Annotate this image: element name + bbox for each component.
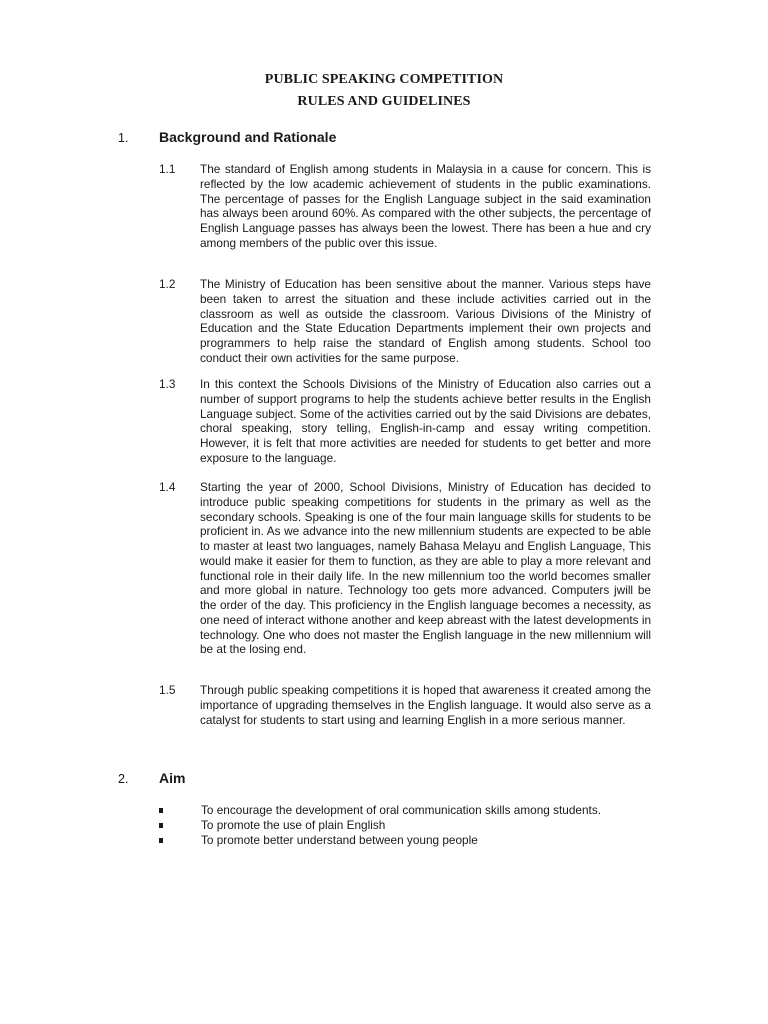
section-number: 1. <box>118 131 129 145</box>
section-heading: Aim <box>159 770 186 786</box>
section-heading: Background and Rationale <box>159 129 337 145</box>
paragraph-number: 1.4 <box>159 480 176 494</box>
document-title: PUBLIC SPEAKING COMPETITION <box>264 72 504 87</box>
paragraph <box>159 480 651 657</box>
list-item-text: To promote the use of plain English <box>201 818 386 832</box>
aim-bullet-list <box>159 803 659 848</box>
paragraph-number: 1.5 <box>159 683 176 697</box>
list-item <box>159 803 659 818</box>
bullet-icon <box>159 838 163 843</box>
paragraph-text: In this context the Schools Divisions of the Ministry of Education also carries out a number of support programs to help the students achieve better results in the English Language subject. Some of the activities carried out by the said Divisions are debates, choral speaking, story telling, English-in-camp and essay writing competition. However, it is felt that more activities are needed for students to get better and more exposure to the language. <box>200 377 651 465</box>
paragraph-number: 1.3 <box>159 377 176 391</box>
document-subtitle: RULES AND GUIDELINES <box>297 94 471 109</box>
paragraph-text: Through public speaking competitions it is hoped that awareness it created among the importance of upgrading themselves in the English language. It would also serve as a catalyst for students to start using and learning English in a more serious manner. <box>200 683 651 727</box>
bullet-icon <box>159 823 163 828</box>
paragraph <box>159 683 651 727</box>
paragraph-text: Starting the year of 2000, School Divisions, Ministry of Education has decided to introduce public speaking competitions for students in the primary as well as the secondary schools. Speaking is one of the four main language skills for students to be proficient in. As we advance into the new millennium students are expected to be able to master at least two languages, namely Bahasa Melayu and English Language, This would make it easier for them to function, as they are able to play a more relevant and functional role in their daily life. In the new millennium too the world becomes smaller and more global in nature. Technology too gets more advanced. Computers jwill be the order of the day. This proficiency in the English language becomes a necessity, as one need of interact withone another and keep abreast with the latest developments in technology. One who does not master the English language in the new millennium will be at the losing end. <box>200 480 651 657</box>
paragraph-text: The standard of English among students in Malaysia in a cause for concern. This is reflected by the low academic achievement of students in the public examinations. The percentage of passes for the English Language subject in the said examination has always been around 60%. As compared with the other subjects, the percentage of English Language passes has always been the lowest. There has been a hue and cry among members of the public over this issue. <box>200 162 651 250</box>
paragraph-number: 1.1 <box>159 162 176 176</box>
paragraph-text: The Ministry of Education has been sensitive about the manner. Various steps have been taken to arrest the situation and these include activities carried out in the classroom as well as outside the classroom. Various Divisions of the Ministry of Education and the State Education Departments implement their own projects and programmers to help raise the standard of English among students. School too conduct their own activities for the same purpose. <box>200 277 651 365</box>
paragraph <box>159 277 651 366</box>
paragraph-number: 1.2 <box>159 277 176 291</box>
list-item-text: To promote better understand between young people <box>201 833 478 847</box>
section-number: 2. <box>118 772 129 786</box>
list-item-text: To encourage the development of oral communication skills among students. <box>201 803 602 817</box>
paragraph <box>159 377 651 466</box>
bullet-icon <box>159 808 163 813</box>
list-item <box>159 818 659 833</box>
paragraph <box>159 162 651 251</box>
list-item <box>159 833 659 848</box>
